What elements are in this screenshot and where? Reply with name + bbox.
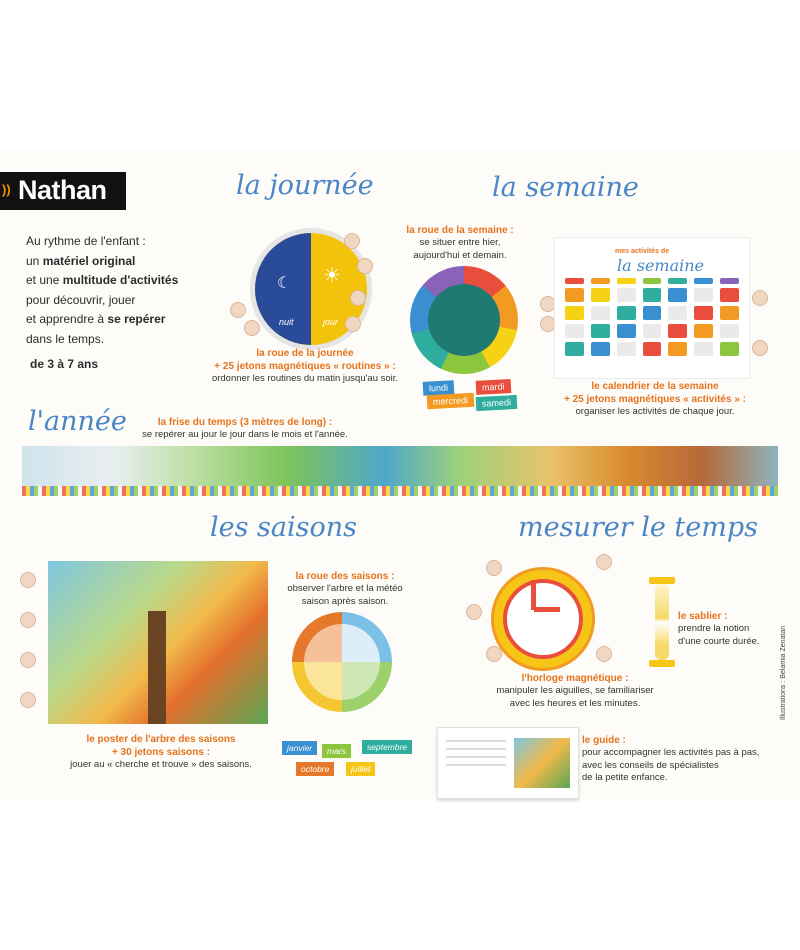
calendar-cell: [720, 306, 739, 320]
caption-horloge: [470, 672, 680, 710]
nathan-logo: [0, 172, 126, 210]
caption-desc: de la petite enfance.: [582, 772, 668, 783]
calendar-cell: [720, 324, 739, 338]
calendar-cell: [643, 288, 662, 302]
calendar-cell: [617, 306, 636, 320]
caption-title: le sablier :: [678, 611, 728, 622]
season-wheel: [292, 612, 392, 712]
calendar-day-header: [643, 278, 662, 284]
caption-desc: saison après saison.: [301, 595, 389, 607]
calendar-cell: [720, 342, 739, 356]
calendar-day-header: [565, 278, 584, 284]
time-frieze: [22, 446, 778, 486]
season-token-icon: [20, 692, 36, 708]
calendar-cell: [643, 306, 662, 320]
caption-season-wheel: [280, 570, 410, 608]
calendar-cell: [565, 306, 584, 320]
calendar-grid: [565, 278, 739, 356]
calendar-cell: [668, 306, 687, 320]
caption-title: la frise du temps (3 mètres de long) :: [157, 417, 333, 428]
calendar-day-header: [694, 278, 713, 284]
heading-annee: l'année: [28, 406, 127, 437]
month-label: octobre: [296, 762, 334, 776]
caption-desc: ordonner les routines du matin jusqu'au soir.: [211, 373, 399, 384]
routine-token-icon: [344, 233, 360, 249]
tree-trunk: [148, 611, 166, 724]
intro-line: dans le temps.: [26, 331, 105, 346]
day-label: samedi: [476, 395, 518, 411]
routine-token-icon: [357, 258, 373, 274]
intro-line: et une multitude d'activités: [26, 273, 179, 287]
month-label: septembre: [362, 740, 412, 754]
caption-desc: aujourd'hui et demain.: [413, 249, 507, 261]
seasons-tree-poster: [48, 561, 268, 724]
month-label: mars: [322, 744, 351, 758]
routine-token-icon: [230, 302, 246, 318]
caption-guide: [582, 734, 782, 785]
caption-annee: [130, 416, 360, 442]
clock-hour-hand: [531, 580, 536, 610]
routine-token-icon: [244, 320, 260, 336]
activity-token-icon: [752, 340, 768, 356]
heading-saisons: les saisons: [210, 512, 357, 543]
guide-book: [437, 727, 579, 799]
caption-desc: prendre la notion: [678, 623, 750, 634]
caption-title: le guide :: [582, 735, 626, 746]
sun-icon: ☀: [323, 265, 341, 287]
sand-glass: [655, 584, 669, 660]
calendar-cell: [668, 288, 687, 302]
intro-line: et apprendre à se repérer: [26, 312, 166, 326]
logo-waves-icon: )): [2, 182, 11, 197]
clock-token-icon: [466, 604, 482, 620]
caption-title: + 30 jetons saisons :: [111, 747, 211, 758]
caption-sablier: [678, 610, 788, 648]
calendar-cell: [591, 342, 610, 356]
night-label: nuit: [279, 317, 294, 327]
caption-desc: d'une courte durée.: [678, 635, 760, 647]
moon-icon: ☾: [277, 275, 292, 292]
activity-token-icon: [752, 290, 768, 306]
week-wheel: [410, 266, 518, 374]
calendar-cell: [694, 324, 713, 338]
calendar-cell: [617, 342, 636, 356]
season-token-icon: [20, 652, 36, 668]
caption-title: + 25 jetons magnétiques « routines » :: [214, 361, 396, 372]
season-token-icon: [20, 612, 36, 628]
calendar-cell: [591, 306, 610, 320]
heading-mesurer: mesurer le temps: [518, 512, 758, 543]
caption-desc: avec les conseils de spécialistes: [582, 759, 719, 771]
calendar-title: la semaine: [617, 256, 705, 275]
calendar-cell: [591, 288, 610, 302]
calendar-day-header: [720, 278, 739, 284]
caption-desc: se situer entre hier,: [419, 237, 501, 248]
calendar-cell: [694, 306, 713, 320]
caption-desc: se repérer au jour le jour dans le mois et l'année.: [142, 429, 348, 440]
clock-token-icon: [596, 646, 612, 662]
caption-desc: pour accompagner les activités pas à pas,: [582, 747, 760, 758]
caption-poster: [46, 733, 276, 772]
caption-week-wheel: [395, 224, 525, 262]
caption-journee: [200, 347, 410, 386]
calendar-cell: [565, 288, 584, 302]
illustration-credit: Illustrations : Belamia Zenatan: [780, 625, 787, 720]
season-wheel-center: [304, 624, 380, 700]
caption-title: la roue de la journée: [256, 348, 354, 359]
caption-title: + 25 jetons magnétiques « activités » :: [563, 394, 747, 405]
intro-text: [26, 232, 226, 349]
age-range: de 3 à 7 ans: [30, 357, 99, 371]
caption-title: le calendrier de la semaine: [591, 381, 719, 392]
guide-illustration: [514, 738, 570, 788]
day-label: mercredi: [427, 393, 475, 409]
intro-line: un matériel original: [26, 253, 136, 268]
calendar-cell: [668, 342, 687, 356]
caption-desc: observer l'arbre et la météo: [287, 583, 403, 594]
calendar-cell: [643, 324, 662, 338]
week-calendar: [554, 237, 750, 379]
season-token-icon: [20, 572, 36, 588]
calendar-cell: [591, 324, 610, 338]
caption-title: le poster de l'arbre des saisons: [86, 734, 236, 745]
caption-desc: jouer au « cherche et trouve » des saisons.: [70, 759, 252, 770]
day-label: lundi: [423, 380, 455, 396]
calendar-cell: [694, 288, 713, 302]
calendar-cell: [720, 288, 739, 302]
clock-token-icon: [486, 646, 502, 662]
calendar-cell: [617, 288, 636, 302]
calendar-cell: [668, 324, 687, 338]
sand-timer: [649, 577, 675, 667]
calendar-day-header: [668, 278, 687, 284]
calendar-day-header: [617, 278, 636, 284]
calendar-cell: [617, 324, 636, 338]
calendar-title-small: mes activités de: [615, 248, 670, 255]
calendar-cell: [643, 342, 662, 356]
brand-name: Nathan: [18, 175, 107, 205]
routine-token-icon: [345, 316, 361, 332]
calendar-cell: [565, 342, 584, 356]
caption-title: l'horloge magnétique :: [521, 673, 629, 684]
caption-calendar: [550, 380, 760, 419]
frieze-day-strip: [22, 486, 778, 496]
clock-token-icon: [596, 554, 612, 570]
heading-semaine: la semaine: [492, 172, 639, 203]
day-label: jour: [323, 317, 339, 327]
intro-line: Au rythme de l'enfant :: [26, 234, 146, 248]
routine-token-icon: [350, 290, 366, 306]
clock-minute-hand: [534, 607, 560, 612]
calendar-day-header: [591, 278, 610, 284]
intro-line: pour découvrir, jouer: [26, 292, 136, 307]
day-label: mardi: [476, 379, 511, 395]
week-wheel-center: [428, 284, 500, 356]
caption-desc: avec les heures et les minutes.: [509, 697, 641, 709]
caption-desc: manipuler les aiguilles, se familiariser: [496, 685, 654, 696]
calendar-cell: [694, 342, 713, 356]
heading-journee: la journée: [236, 170, 374, 201]
month-label: janvier: [282, 741, 317, 755]
magnetic-clock: [491, 567, 595, 671]
caption-title: la roue de la semaine :: [406, 225, 514, 236]
clock-token-icon: [486, 560, 502, 576]
clock-face: [503, 579, 583, 659]
caption-desc: organiser les activités de chaque jour.: [575, 406, 735, 417]
calendar-cell: [565, 324, 584, 338]
month-label: juillet: [346, 762, 375, 776]
caption-title: la roue des saisons :: [295, 571, 395, 582]
